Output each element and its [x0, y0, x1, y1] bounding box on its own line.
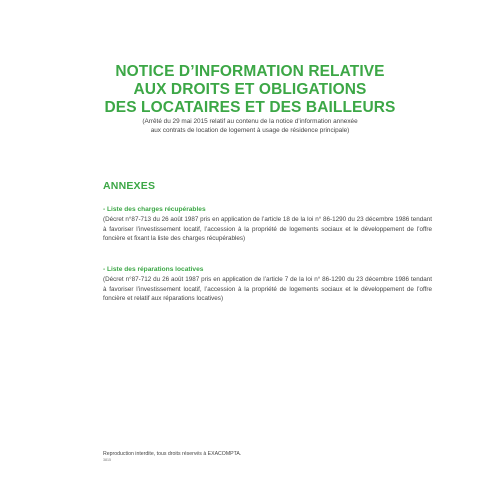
title-line-2: AUX DROITS ET OBLIGATIONS [133, 81, 367, 98]
footer-copyright: Reproduction interdite, tous droits réservés à EXACOMPTA. [103, 451, 242, 457]
subtitle-line-1: (Arrêté du 29 mai 2015 relatif au contenu de la notice d’information annexée [142, 118, 358, 125]
document-title [44, 63, 456, 117]
section-heading-annexes: ANNEXES [103, 180, 156, 192]
annex-item-body: (Décret n°87-712 du 26 août 1987 pris en application de l’article 7 de la loi n° 86-1290 du 23 décembre 1986 tendant à favoriser l’investissement locatif, l’accession à la propriété de logements sociaux et le développement de l’offre foncière et relatif aux réparations locatives) [103, 276, 432, 303]
footer-reference: 3815 [103, 458, 111, 462]
title-line-3: DES LOCATAIRES ET DES BAILLEURS [104, 99, 396, 116]
document-subtitle [44, 117, 456, 135]
subtitle-line-2: aux contrats de location de logement à usage de résidence principale) [150, 127, 350, 134]
title-line-1: NOTICE D’INFORMATION RELATIVE [115, 63, 385, 80]
annex-item-reparations [103, 265, 432, 304]
annex-item-title: - Liste des charges récupérables [103, 206, 206, 213]
annex-item-title: - Liste des réparations locatives [103, 266, 204, 273]
document-page [44, 0, 456, 500]
annex-item-body: (Décret n°87-713 du 26 août 1987 pris en application de l’article 18 de la loi n° 86-1290 du 23 décembre 1986 tendant à favoriser l’investissement locatif, l’accession à la propriété de logements sociaux et le développement de l’offre foncière et fixant la liste des charges récupérables) [103, 216, 432, 243]
annex-item-charges [103, 205, 432, 244]
